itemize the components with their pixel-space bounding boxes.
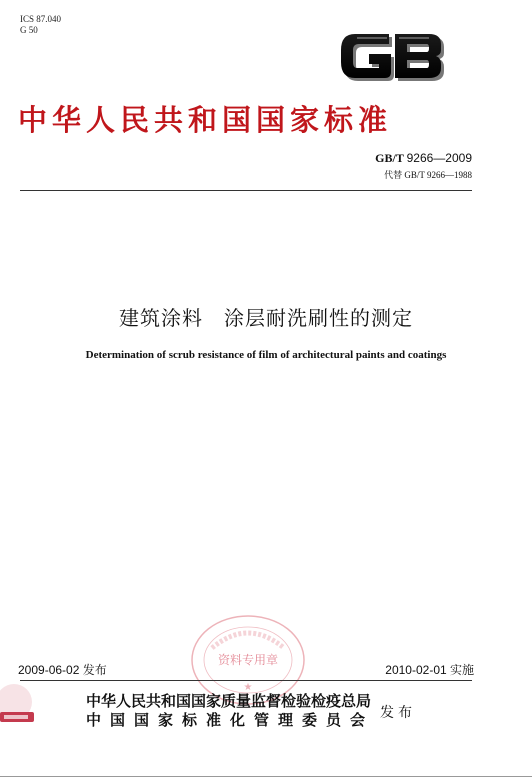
ccs-code: G 50 xyxy=(20,25,38,35)
publish-label: 发布 xyxy=(380,705,416,721)
issue-date: 2009-06-02 发布 xyxy=(18,663,107,677)
replaces-standard: 代替 GB/T 9266—1988 xyxy=(384,170,472,180)
issuing-authorities xyxy=(86,692,374,730)
implementation-date: 2010-02-01 实施 xyxy=(385,663,474,677)
standard-number: 9266—2009 xyxy=(406,151,472,165)
standard-number-prefix: GB/T xyxy=(375,151,404,165)
document-title-chinese: 建筑涂料 涂层耐洗刷性的测定 xyxy=(119,306,413,330)
ics-code: ICS 87.040 xyxy=(20,14,62,24)
gb-logo xyxy=(335,22,447,86)
side-badge-icon xyxy=(0,682,40,724)
standard-number-block xyxy=(375,151,472,181)
stamp-text: 资料专用章 xyxy=(217,653,279,667)
footer-divider xyxy=(20,680,472,681)
page-bottom-edge xyxy=(0,776,532,777)
issuer-line-2: 中国国家标准化管理委员会 xyxy=(86,711,375,729)
header-divider xyxy=(20,190,472,191)
svg-text:★: ★ xyxy=(243,682,253,693)
document-title-english: Determination of scrub resistance of film of architectural paints and coatings xyxy=(85,349,447,361)
classification-codes xyxy=(20,14,61,36)
national-standard-title: 中华人民共和国国家标准 xyxy=(18,103,393,137)
issuer-line-1: 中华人民共和国国家质量监督检验检疫总局 xyxy=(86,692,372,710)
